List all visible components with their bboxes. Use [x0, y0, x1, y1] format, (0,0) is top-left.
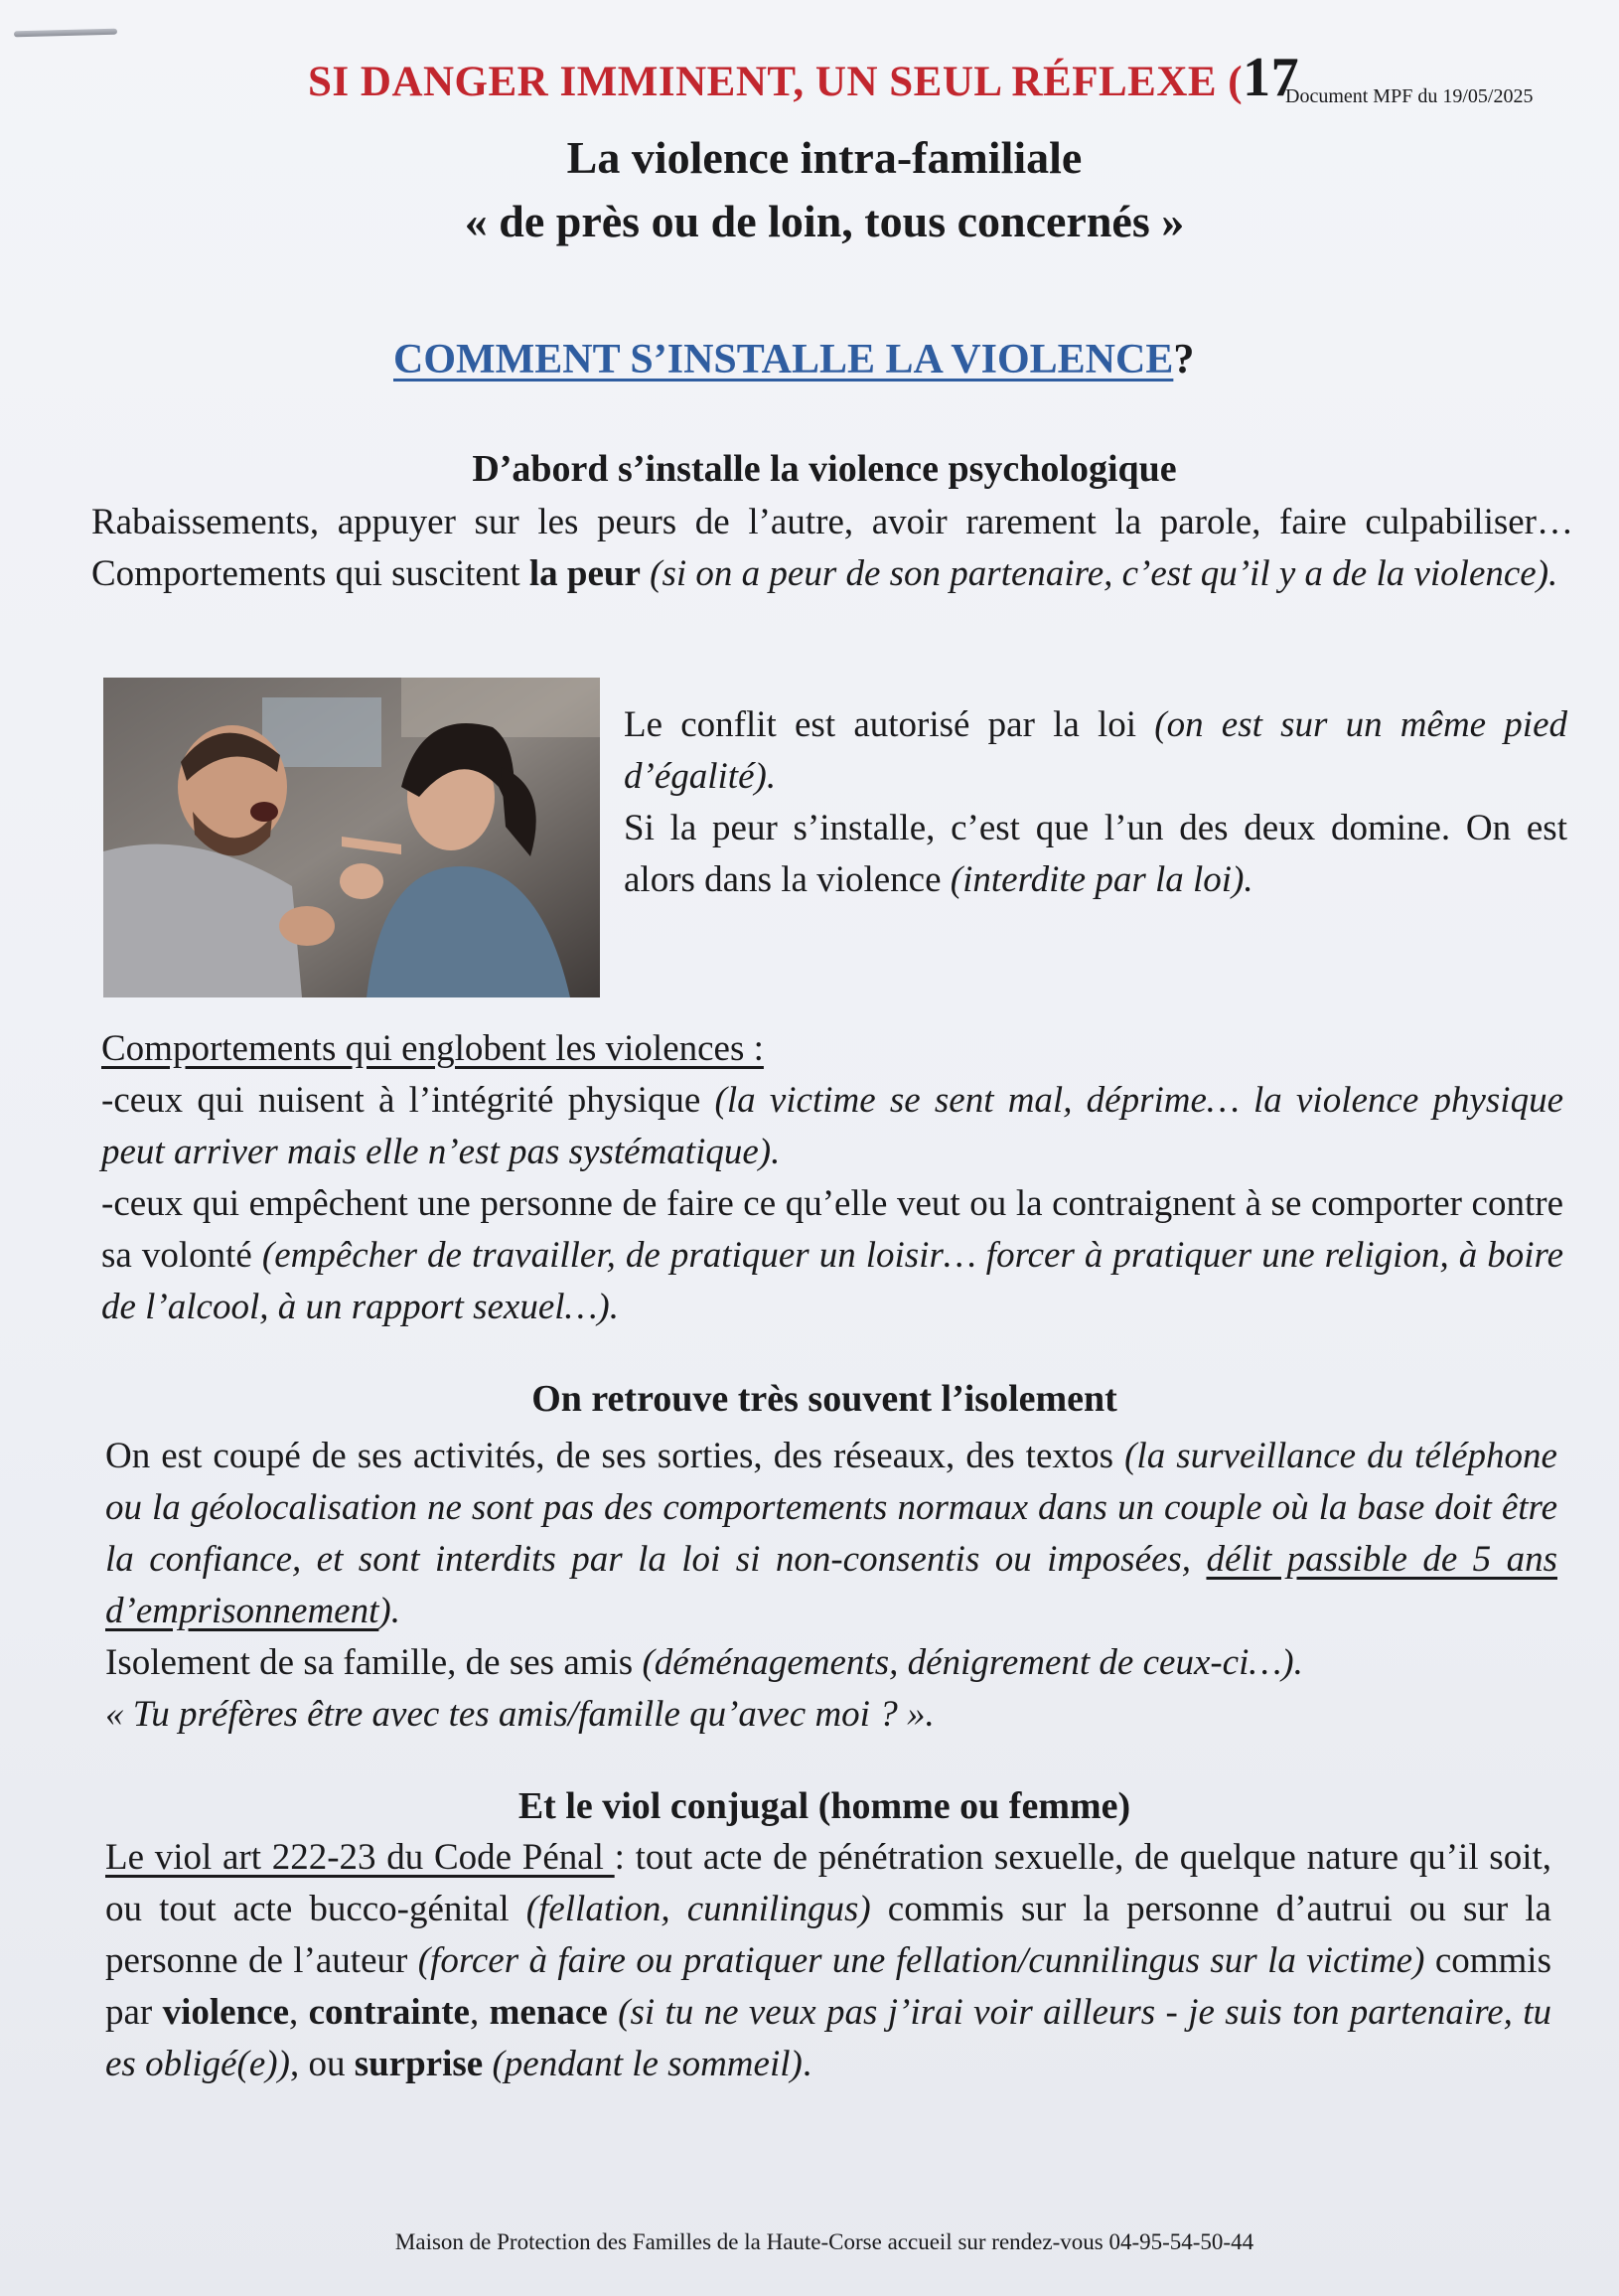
section-heading — [393, 336, 1194, 383]
paragraph-behaviors: Comportements qui englobent les violences : -ceux qui nuisent à l’intégrité physique (la victime se sent mal, déprime… la violence physique peut arriver mais elle n’est pas systématique). -ceux qui empêchent une personne de faire ce qu’elle veut ou la contraignent à se comporter contre sa volonté (empêcher de travailler, de pratiquer un loisir… forcer à pratiquer une religion, à boire de l’alcool, à un rapport sexuel…). — [101, 1028, 1563, 1327]
paragraph-psychological: Rabaissements, appuyer sur les peurs de l’autre, avoir rarement la parole, faire culpabiliser… Comportements qui suscitent la peur (si on a peur de son partenaire, c’est qu’il y a de la violence). — [91, 502, 1573, 594]
law-reference: Le viol art 222-23 du Code Pénal — [105, 1837, 615, 1878]
document-date: Document MPF du 19/05/2025 — [1285, 85, 1534, 107]
footer-contact: Maison de Protection des Familles de la Haute-Corse accueil sur rendez-vous 04-95-54-50-44 — [394, 2229, 1254, 2254]
subheading-psychological: D’abord s’installe la violence psychologique — [472, 448, 1177, 490]
penalty-note: délit passible de 5 ans d’emprisonnement — [105, 1539, 1557, 1631]
behaviors-heading: Comportements qui englobent les violences : — [101, 1028, 764, 1069]
couple-argument-illustration — [103, 678, 600, 997]
page-title: La violence intra-familiale — [566, 132, 1083, 183]
emergency-text: SI DANGER IMMINENT, UN SEUL RÉFLEXE ( — [308, 59, 1244, 105]
paragraph-isolation: On est coupé de ses activités, de ses sorties, des réseaux, des textos (la surveillance du téléphone ou la géolocalisation ne sont pas des comportements normaux dans un couple où la base doit être la confiance, et sont interdits par la loi si non-consentis ou imposées, délit passible de 5 ans d’emprisonnement). Isolement de sa famille, de ses amis (déménagements, dénigrement de ceux-ci…). « Tu préfères être avec tes amis/famille qu’avec moi ? ». — [105, 1436, 1557, 1735]
paragraph-conflict: Le conflit est autorisé par la loi (on est sur un même pied d’égalité). Si la peur s’installe, c’est que l’un des deux domine. On est alors dans la violence (interdite par la loi). — [624, 704, 1567, 900]
isolation-quote: « Tu préfères être avec tes amis/famille qu’avec moi ? ». — [105, 1694, 935, 1735]
subheading-marital-rape: Et le viol conjugal (homme ou femme) — [517, 1785, 1131, 1827]
page-subtitle: « de près ou de loin, tous concernés » — [464, 196, 1185, 246]
emphasis-fear: la peur — [528, 553, 641, 594]
staple-mark — [14, 29, 117, 38]
subheading-isolation: On retrouve très souvent l’isolement — [531, 1378, 1117, 1420]
emergency-banner — [308, 46, 1299, 109]
section-heading-text: COMMENT S’INSTALLE LA VIOLENCE — [393, 337, 1174, 383]
couple-argument-photo — [103, 678, 600, 997]
section-heading-mark: ? — [1173, 337, 1195, 383]
paragraph-marital-rape: Le viol art 222-23 du Code Pénal : tout acte de pénétration sexuelle, de quelque nature qu’il soit, ou tout acte bucco-génital (fellation, cunnilingus) commis sur la personne d’autrui ou sur la personne de l’auteur (forcer à faire ou pratiquer une fellation/cunnilingus sur la victime) commis par violence, contrainte, menace (si tu ne veux pas j’irai voir ailleurs - je suis ton partenaire, tu es obligé(e)), ou surprise (pendant le sommeil). — [105, 1837, 1552, 2084]
emergency-number: 17 — [1243, 47, 1300, 108]
